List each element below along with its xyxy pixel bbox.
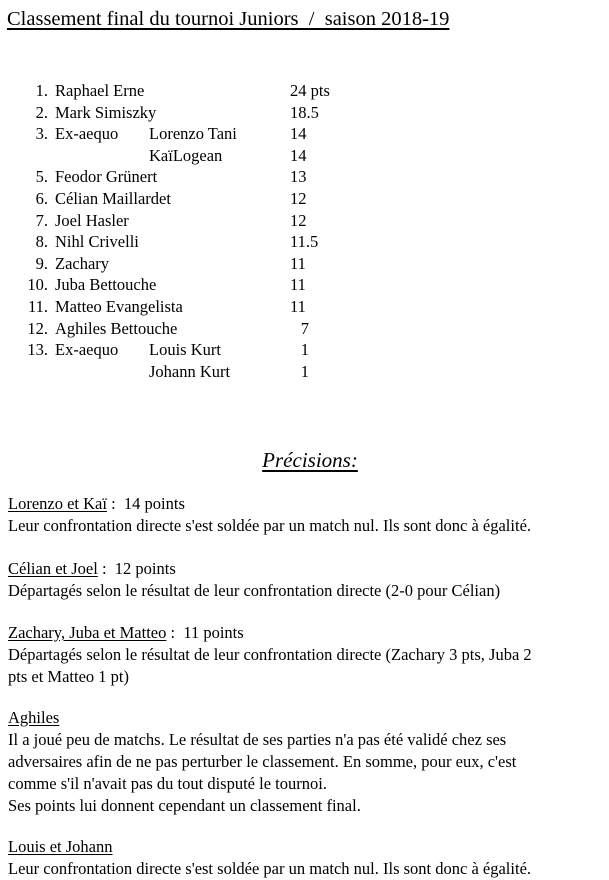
page-title: Classement final du tournoi Juniors / saison 2018-19 (7, 8, 450, 30)
precision-section-heading (8, 707, 604, 729)
standings-rank: 2. (35, 102, 48, 122)
precisions-heading-text: Précisions: (262, 448, 358, 472)
precision-section-players: Zachary, Juba et Matteo (8, 623, 167, 642)
standings-player-name: Juba Bettouche (55, 275, 157, 295)
precision-section-text: comme s'il n'avait pas du tout disputé le tournoi. (8, 774, 327, 793)
standings-player-name: Matteo Evangelista (55, 296, 183, 316)
standings-rank: 10. (27, 275, 48, 295)
standings-player-name: Nihl Crivelli (55, 232, 139, 252)
standings-list (0, 80, 400, 382)
standings-rank: 9. (35, 253, 48, 273)
standings-points: 1 (300, 340, 309, 360)
standings-row (0, 102, 400, 124)
standings-points: 12 (290, 210, 307, 230)
standings-player-name: Mark Simiszky (55, 102, 157, 122)
standings-row (0, 318, 400, 340)
standings-player-name: Feodor Grünert (55, 167, 158, 187)
precision-section-text: Il a joué peu de matchs. Le résultat de ses parties n'a pas été validé chez ses (8, 730, 507, 749)
standings-tie-note: Ex-aequo (55, 340, 119, 360)
standings-row (0, 145, 400, 167)
precision-section-heading (8, 493, 604, 515)
standings-player-name: Aghiles Bettouche (55, 318, 178, 338)
standings-row (0, 188, 400, 210)
standings-player-name: Lorenzo Tani (149, 124, 237, 144)
standings-rank: 8. (35, 232, 48, 252)
precision-section-players: Lorenzo et Kaï (8, 494, 107, 513)
precision-section-text: Leur confrontation directe s'est soldée par un match nul. Ils sont donc à égalité. (8, 859, 532, 878)
standings-row (0, 361, 400, 383)
standings-player-name: Louis Kurt (149, 340, 221, 360)
standings-points: 18.5 (290, 102, 319, 122)
precision-section-points: : 11 points (166, 623, 244, 642)
standings-row (0, 253, 400, 275)
precision-section (8, 493, 604, 537)
standings-player-name: Johann Kurt (149, 361, 231, 381)
standings-row (0, 296, 400, 318)
standings-row (0, 123, 400, 145)
precision-section-text: Départagés selon le résultat de leur confrontation directe (Zachary 3 pts, Juba 2 (8, 645, 532, 664)
standings-points: 1 (300, 361, 309, 381)
standings-rank: 11. (27, 296, 48, 316)
standings-rank: 7. (35, 210, 48, 230)
standings-tie-note: Ex-aequo (55, 124, 119, 144)
standings-player-name: Zachary (55, 253, 110, 273)
precision-section-text: Leur confrontation directe s'est soldée par un match nul. Ils sont donc à égalité. (8, 516, 532, 535)
precision-section-heading (8, 622, 604, 644)
precision-section-players: Célian et Joel (8, 559, 98, 578)
standings-row (0, 339, 400, 361)
standings-rank: 3. (35, 124, 48, 144)
standings-rank: 13. (27, 340, 48, 360)
standings-player-name: Célian Maillardet (55, 188, 171, 208)
precision-section-heading (8, 836, 604, 858)
standings-player-name: Raphael Erne (55, 81, 145, 100)
precision-section (8, 836, 604, 880)
precision-section-text: adversaires afin de ne pas perturber le classement. En somme, pour eux, c'est (8, 752, 517, 771)
standings-row (0, 210, 400, 232)
precision-section-points: : 12 points (97, 559, 176, 578)
standings-rank: 5. (35, 167, 48, 187)
standings-points: 24 pts (290, 81, 330, 100)
standings-player-name: Joel Hasler (55, 210, 129, 230)
precision-section-heading (8, 558, 604, 580)
standings-points: 13 (290, 167, 307, 187)
standings-rank: 1. (35, 81, 48, 100)
precision-section (8, 622, 604, 688)
standings-row (0, 231, 400, 253)
standings-points: 11.5 (290, 232, 319, 252)
precision-section-points: : 14 points (106, 494, 185, 513)
standings-row (0, 80, 400, 102)
standings-rank: 6. (35, 188, 48, 208)
precision-section-players: Aghiles (8, 708, 60, 727)
precision-section-text: pts et Matteo 1 pt) (8, 667, 129, 686)
precision-section (8, 707, 604, 817)
standings-points: 7 (300, 318, 309, 338)
standings-points: 11 (290, 275, 306, 295)
standings-points: 14 (290, 145, 307, 165)
standings-row (0, 166, 400, 188)
precision-section (8, 558, 604, 602)
standings-points: 11 (290, 253, 306, 273)
standings-points: 11 (290, 296, 306, 316)
precision-section-players: Louis et Johann (8, 837, 113, 856)
standings-rank: 12. (27, 318, 48, 338)
standings-row (0, 274, 400, 296)
standings-points: 12 (290, 188, 307, 208)
standings-player-name: KaïLogean (149, 145, 223, 165)
precision-section-text: Ses points lui donnent cependant un classement final. (8, 796, 361, 815)
precision-section-text: Départagés selon le résultat de leur confrontation directe (2-0 pour Célian) (8, 581, 501, 600)
precisions-heading (0, 446, 609, 474)
standings-points: 14 (290, 124, 307, 144)
